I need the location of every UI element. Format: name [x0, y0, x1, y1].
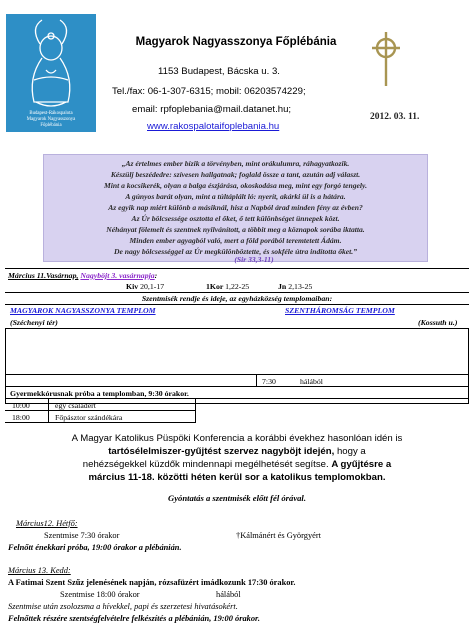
reading-book: Jn — [278, 282, 287, 291]
quote-line: „Az értelmes ember bízik a törvényben, mint orákulumra, ráhagyatkozik. — [121, 159, 350, 168]
choir-note: Gyermekkórusnak próba a templomban, 9:30 órakor. — [10, 389, 189, 398]
quote-line: Készülj beszédedre: szívesen hallgatnak; foglald össze a tant, azután adj választ. — [110, 170, 361, 179]
sunday-name-link[interactable]: Nagyböjt 3. vasárnapja — [80, 271, 155, 280]
logo-caption: Budapest-Rákospalota — [29, 111, 73, 116]
monday-intention: †Kálmánért és Györgyért — [236, 531, 321, 540]
divider — [5, 374, 469, 375]
monday-date: Március12. Hétfő: — [16, 519, 78, 528]
food-collection-notice — [10, 432, 464, 484]
notice-bold: A gyűjtésre a — [331, 459, 392, 470]
divider — [5, 410, 196, 411]
tuesday-intention: hálából — [216, 590, 241, 599]
notice-text: nehézségekkel küzdők mindennapi megélhetését segítse. — [82, 459, 332, 470]
mass-time: 10:00 — [12, 401, 30, 410]
notice-line — [10, 445, 464, 458]
notice-bold: tartósélelmiszer-gyűjtést szervez nagyböjt idején, — [108, 446, 335, 457]
readings — [126, 282, 164, 291]
tuesday-date: Március 13. Kedd: — [8, 566, 71, 575]
parish-title: Magyarok Nagyasszonya Főplébánia — [135, 36, 337, 48]
madonna-logo-icon — [6, 14, 96, 132]
quote-line: Mint a kocsikerék, olyan a balga észjárása, okoskodása meg, mint egy forgó tengely. — [104, 181, 367, 190]
bulletin-date: 2012. 03. 11. — [370, 112, 420, 122]
tuesday-announce: A Fatimai Szent Szűz jelenésének napján, rózsafüzért imádkozunk 17:30 órakor. — [8, 578, 296, 587]
church2-time: 7:30 — [262, 377, 276, 386]
reading-ref: 1,22-25 — [225, 282, 250, 291]
reading-ref: 2,13-25 — [288, 282, 313, 291]
divider — [5, 304, 469, 305]
quote-line: Minden ember agyagból való, mert a föld porából teremtetett Ádám. — [129, 236, 342, 245]
monday-mass: Szentmise 7:30 órakor — [44, 531, 120, 540]
tuesday-note: Szentmise után zsolozsma a hívekkel, papi és szerzetesi hivatásokért. — [8, 602, 238, 611]
quote-reference: (Sir 33,3-11) — [234, 255, 274, 264]
notice-text: hogy a — [334, 446, 366, 457]
reading-book: 1Kor — [206, 282, 224, 291]
divider — [5, 422, 196, 423]
confession-note: Gyóntatás a szentmisék előtt fél órával. — [168, 493, 306, 503]
monday-note: Felnőtt énekkari próba, 19:00 órakor a plébánián. — [8, 543, 182, 552]
notice-line — [10, 458, 464, 471]
sunday-colon: : — [154, 271, 158, 280]
church2-location: (Kossuth u.) — [418, 318, 458, 327]
church2-intention: hálából — [300, 377, 323, 386]
reading-ref: 20,1-17 — [140, 282, 165, 291]
divider — [5, 398, 469, 399]
quote-line: Az Úr bölcsessége osztotta el őket, ő tett különbséget ünnepek közt. — [131, 214, 340, 223]
parish-email[interactable]: email: rpfoplebania@mail.datanet.hu; — [132, 104, 292, 115]
quote-line: De nagy bölcsességgel az Úr megkülönböztette, és sokféle útra indította őket.” — [114, 247, 357, 256]
church1-link[interactable]: MAGYAROK NAGYASSZONYA TEMPLOM — [10, 306, 156, 315]
readings — [206, 282, 249, 291]
divider — [5, 292, 469, 293]
notice-bold: március 11-18. közötti héten kerül sor a katolikus templomokban. — [88, 472, 386, 483]
parish-website-link[interactable]: www.rakospalotaifoplebania.hu — [147, 121, 280, 132]
parish-phone: Tel./fax: 06-1-307-6315; mobil: 06203574229; — [112, 86, 306, 97]
mass-time: 18:00 — [12, 413, 30, 422]
church1-location: (Széchenyi tér) — [10, 318, 58, 327]
sunday-date: Március 11.Vasárnap, — [8, 271, 79, 280]
divider — [256, 374, 257, 386]
logo-caption: Magyarok Nagyasszonya — [26, 117, 76, 122]
divider — [5, 386, 469, 387]
tuesday-mass: Szentmise 18:00 órakor — [60, 590, 140, 599]
quote-line: A gúnyos barát olyan, mint a túltáplált ló: nyerít, akárki ül is a hátára. — [125, 192, 346, 201]
schedule-caption: Szentmisék rendje és ideje, az egyházközség templomaiban: — [141, 294, 333, 303]
mass-intention: Főpásztor szándékára — [55, 413, 123, 422]
scripture-quote-box — [43, 154, 428, 262]
quote-line: Néhányat fölemelt és szentnek nyilvánított, a többit meg a köznapok sorába iktatta. — [106, 225, 365, 234]
quote-line: Az egyik nap miért különb a másiknál, hisz a Napból árad minden fény az évben? — [108, 203, 363, 212]
logo-caption: Főplébánia — [40, 123, 62, 128]
parish-logo — [6, 14, 96, 132]
celtic-cross-icon — [368, 30, 404, 88]
reading-book: Kiv — [126, 282, 139, 291]
tuesday-note: Felnőttek részére szentségfelvételre felkészítés a plébánián, 19:00 órakor. — [8, 614, 260, 623]
notice-line — [10, 471, 464, 484]
divider — [5, 268, 469, 269]
church2-link[interactable]: SZENTHÁROMSÁG TEMPLOM — [285, 306, 395, 315]
parish-address: 1153 Budapest, Bácska u. 3. — [158, 66, 280, 77]
notice-line: A Magyar Katolikus Püspöki Konferencia a korábbi évekhez hasonlóan idén is — [71, 433, 403, 444]
mass-intention: egy családért — [55, 401, 96, 410]
readings — [278, 282, 312, 291]
